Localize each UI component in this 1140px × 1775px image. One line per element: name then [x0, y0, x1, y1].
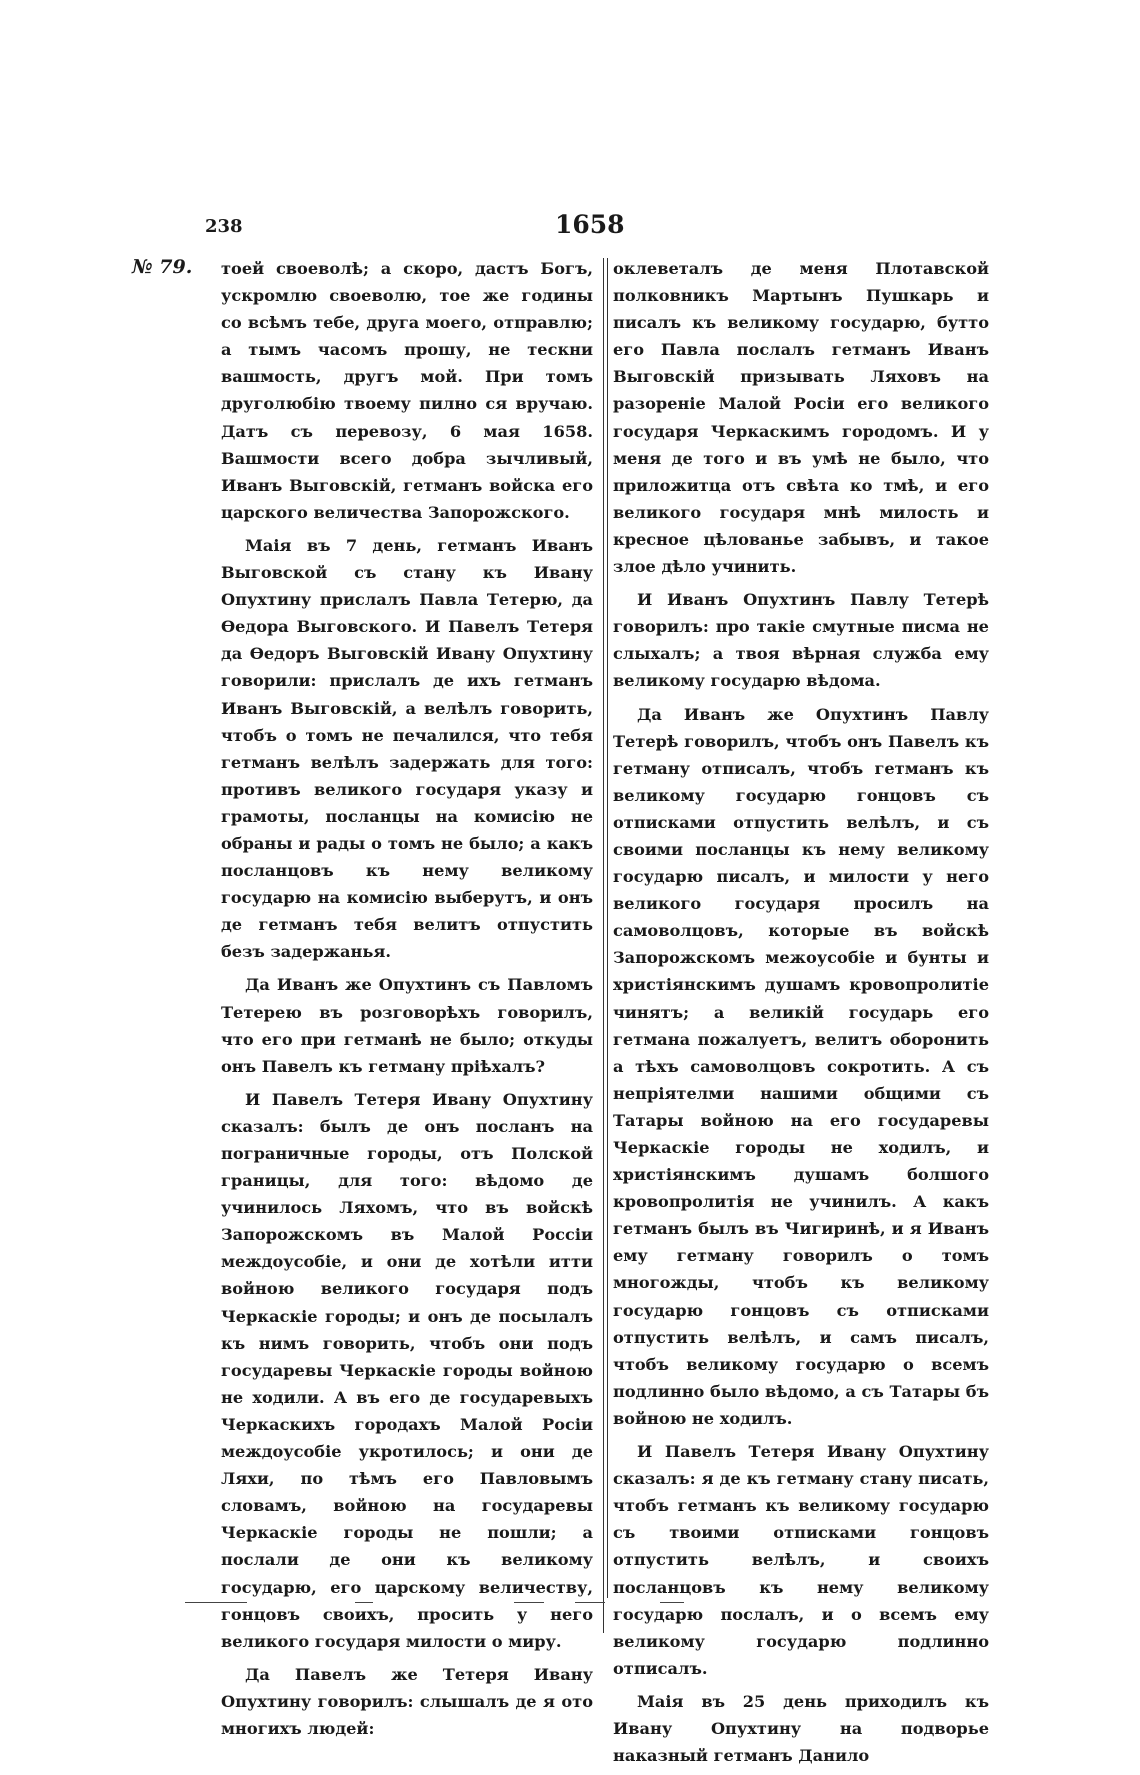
- paragraph: И Павелъ Тетеря Ивану Опухтину сказалъ: я де къ гетману стану писать, чтобъ гетманъ къ великому государю съ твоими отписками гонцовъ отпустить велѣлъ, и своихъ посланцовъ къ нему великому государю послалъ, и о всемъ ему великому государю подлинно отписалъ.: [613, 1442, 989, 1678]
- column-divider-second: [607, 258, 608, 1598]
- scan-mark: [514, 1602, 544, 1603]
- scan-mark: [660, 1602, 684, 1603]
- left-column: [221, 255, 593, 1748]
- paragraph: Да Иванъ же Опухтинъ Павлу Тетерѣ говорилъ, чтобъ онъ Павелъ къ гетману отписалъ, чтобъ гетманъ къ великому государю гонцовъ съ отписками отпустить велѣлъ, и съ своими посланцы къ нему великому государю писалъ, и милости у него великого государя просилъ на самоволцовъ, которые въ войскѣ Запорожскомъ межоусобіе и бунты и христіянскимъ душамъ кровопролитіе чинятъ; а великій государь его гетмана пожалуетъ, велитъ оборонить а тѣхъ самоволцовъ сокротить. А съ непріятелми нашими общими съ Татары войною на его государевы Черкаскіе городы не ходилъ, и христіянскимъ душамъ болшого кровопролитія не учинилъ. А какъ гетманъ былъ въ Чигиринѣ, и я Иванъ ему гетману говорилъ о томъ многожды, чтобъ къ великому государю гонцовъ съ отписками отпустить велѣлъ, и самъ писалъ, чтобъ великому государю о всемъ подлинно было вѣдомо, а съ Татары бъ войною не ходилъ.: [613, 704, 989, 1428]
- paragraph: оклеветалъ де меня Плотавской полковникъ Мартынъ Пушкарь и писалъ къ великому государю, бутто его Павла послалъ гетманъ Иванъ Выговскій призывать Ляховъ на разореніе Малой Росіи его великого государя Черкаскимъ городомъ. И у меня де того и въ умѣ не было, что приложитца отъ свѣта ко тмѣ, и его великого государя мнѣ милость и кресное цѣлованье забывъ, и такое злое дѣло учинить.: [613, 259, 989, 577]
- column-divider: [603, 258, 604, 1633]
- page-number: 238: [205, 216, 243, 237]
- paragraph: Да Павелъ же Тетеря Ивану Опухтину говорилъ: слышалъ де я ото многихъ людей:: [221, 1664, 593, 1738]
- page-year-heading: 1658: [555, 210, 625, 239]
- paragraph: И Иванъ Опухтинъ Павлу Тетерѣ говорилъ: про такіе смутные писма не слыхалъ; а твоя вѣрная служба ему великому государю вѣдома.: [613, 590, 989, 691]
- scan-mark: [185, 1602, 247, 1603]
- paragraph: И Павелъ Тетеря Ивану Опухтину сказалъ: былъ де онъ посланъ на пограничные городы, отъ Полской границы, для того: вѣдомо де учинилось Ляхомъ, что въ войскѣ Запорожскомъ въ Малой Россіи междоусобіе, и они де хотѣли итти войною великого государя подъ Черкаскіе городы; и онъ де посылалъ къ нимъ говорить, чтобъ они подъ государевы Черкаскіе городы войною не ходили. А въ его де государевыхъ Черкаскихъ городахъ Малой Росіи междоусобіе укротилось; и они де Ляхи, по тѣмъ его Павловымъ словамъ, войною на государевы Черкаскіе городы не пошли; а послали де они къ великому государю, его царскому величеству, гонцовъ своихъ, просить у него великого государя милости о миру.: [221, 1089, 593, 1651]
- document-number: № 79.: [132, 256, 193, 278]
- right-column: [613, 255, 989, 1775]
- paragraph: Маія въ 7 день, гетманъ Иванъ Выговской съ стану къ Ивану Опухтину прислалъ Павла Тетерю, да Ѳедора Выговского. И Павелъ Тетеря да Ѳедоръ Выговскій Ивану Опухтину говорили: прислалъ де ихъ гетманъ Иванъ Выговскій, а велѣлъ говорить, чтобъ о томъ не печалился, что тебя гетманъ велѣлъ задержать для того: противъ великого государя указу и грамоты, посланцы на комисію не обраны и рады о томъ не было; а какъ посланцовъ къ нему великому государю на комисію выберутъ, и онъ де гетманъ тебя велитъ отпустить безъ задержанья.: [221, 535, 593, 962]
- paragraph: Да Иванъ же Опухтинъ съ Павломъ Тетерею въ розговорѣхъ говорилъ, что его при гетманѣ не было; откуды онъ Павелъ къ гетману пріѣхалъ?: [221, 975, 593, 1076]
- scan-mark: [355, 1602, 373, 1603]
- paragraph: тоей своеволѣ; а скоро, дастъ Богъ, ускромлю своеволю, тое же годины со всѣмъ тебе, друга моего, отправлю; а тымъ часомъ прошу, не тескни вашмость, другъ мой. При томъ друголюбію твоему пилно ся вручаю. Датъ съ перевозу, 6 мая 1658. Вашмости всего добра зычливый, Иванъ Выговскій, гетманъ войска его царского величества Запорожского.: [221, 259, 593, 522]
- scan-mark: [575, 1602, 605, 1603]
- paragraph: Маія въ 25 день приходилъ къ Ивану Опухтину на подворье наказный гетманъ Данило: [613, 1691, 989, 1766]
